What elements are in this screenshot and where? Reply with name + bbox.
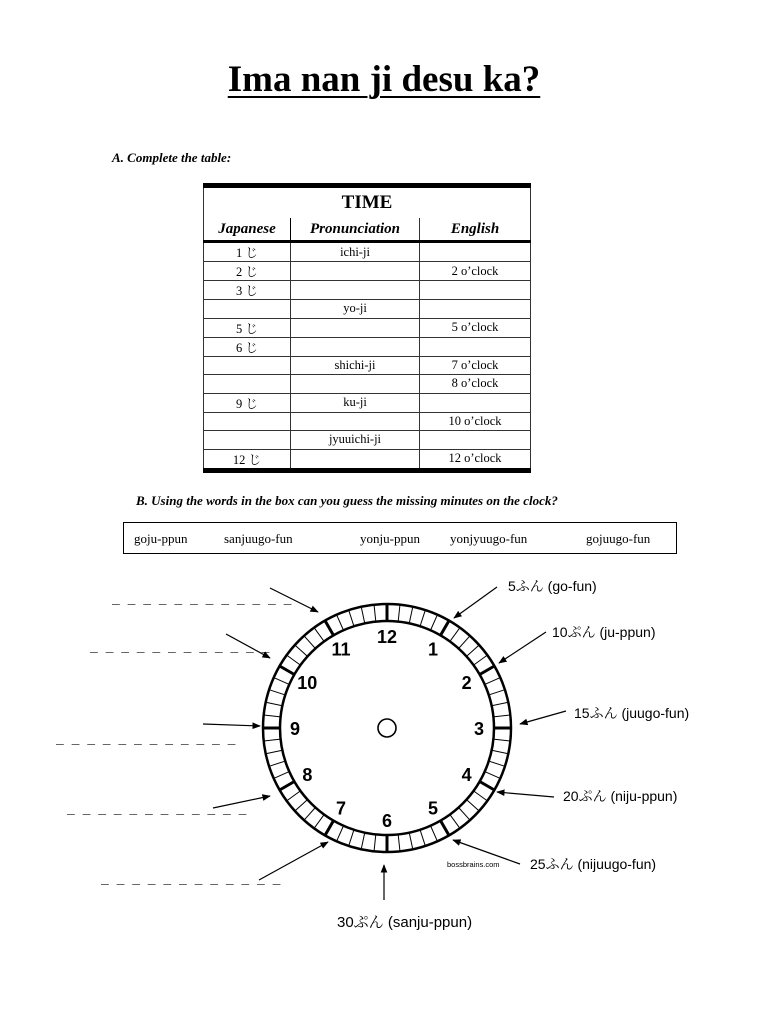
table-row	[204, 449, 531, 470]
table-body	[204, 242, 531, 471]
hour-number: 5	[427, 798, 439, 819]
cell-english[interactable]	[420, 242, 531, 262]
hour-number: 7	[335, 798, 347, 819]
label-15min: 15ふん (juugo-fun)	[574, 705, 690, 721]
cell-english[interactable]: 2 o’clock	[420, 262, 531, 281]
clock-face	[263, 604, 511, 852]
cell-japanese[interactable]: 12 じ	[204, 449, 291, 470]
arrow-5min	[454, 587, 497, 618]
table-row	[204, 242, 531, 262]
table-row	[204, 375, 531, 394]
cell-pronunciation[interactable]	[291, 318, 420, 337]
hour-number: 10	[297, 673, 318, 693]
credit-text: bossbrains.com	[447, 860, 500, 869]
table-row	[204, 356, 531, 375]
cell-japanese[interactable]: 1 じ	[204, 242, 291, 262]
hour-number: 11	[331, 639, 351, 660]
cell-english[interactable]: 12 o’clock	[420, 449, 531, 470]
cell-japanese[interactable]: 5 じ	[204, 318, 291, 337]
cell-japanese[interactable]: 3 じ	[204, 281, 291, 300]
arrow-20min	[497, 792, 554, 797]
hour-number: 12	[376, 627, 398, 647]
cell-pronunciation[interactable]: jyuuichi-ji	[291, 431, 420, 450]
blank-35min[interactable]: _ _ _ _ _ _ _ _ _ _ _ _	[101, 872, 281, 887]
hour-number: 4	[461, 765, 472, 785]
cell-japanese[interactable]: 2 じ	[204, 262, 291, 281]
word-yonjyuugo-fun: yonjyuugo-fun	[450, 531, 528, 546]
cell-pronunciation[interactable]	[291, 412, 420, 431]
header-japanese: Japanese	[204, 218, 291, 242]
table-row	[204, 337, 531, 356]
cell-english[interactable]: 5 o’clock	[420, 318, 531, 337]
word-goju-ppun: goju-ppun	[134, 531, 188, 546]
cell-pronunciation[interactable]: ichi-ji	[291, 242, 420, 262]
hour-number: 6	[381, 811, 393, 831]
cell-english[interactable]	[420, 337, 531, 356]
arrow-15min	[520, 711, 566, 724]
cell-pronunciation[interactable]: ku-ji	[291, 393, 420, 412]
cell-japanese[interactable]	[204, 412, 291, 431]
cell-english[interactable]	[420, 393, 531, 412]
cell-japanese[interactable]	[204, 300, 291, 319]
table-row	[204, 393, 531, 412]
arrow-45min	[203, 724, 260, 726]
table-row	[204, 300, 531, 319]
label-30min: 30ぷん (sanju-ppun)	[337, 914, 473, 931]
hour-number: 2	[461, 673, 472, 693]
cell-english[interactable]	[420, 431, 531, 450]
cell-english[interactable]: 10 o’clock	[420, 412, 531, 431]
page-title: Ima nan ji desu ka?	[227, 59, 541, 100]
table-row	[204, 412, 531, 431]
clock-center	[378, 719, 396, 737]
header-pronunciation: Pronunciation	[291, 218, 420, 242]
cell-english[interactable]	[420, 300, 531, 319]
table-row	[204, 262, 531, 281]
hour-number: 3	[473, 719, 485, 739]
word-sanjuugo-fun: sanjuugo-fun	[224, 531, 293, 546]
cell-pronunciation[interactable]: yo-ji	[291, 300, 420, 319]
cell-japanese[interactable]: 6 じ	[204, 337, 291, 356]
blank-40min[interactable]: _ _ _ _ _ _ _ _ _ _ _ _	[67, 802, 247, 817]
table-row	[204, 281, 531, 300]
label-25min: 25ふん (nijuugo-fun)	[530, 856, 657, 872]
word-box	[123, 522, 677, 554]
label-10min: 10ぷん (ju-ppun)	[552, 624, 656, 640]
word-gojuugo-fun: gojuugo-fun	[586, 531, 651, 546]
cell-english[interactable]: 8 o’clock	[420, 375, 531, 394]
blank-45min[interactable]: _ _ _ _ _ _ _ _ _ _ _ _	[56, 732, 236, 747]
header-english: English	[420, 218, 531, 242]
cell-pronunciation[interactable]	[291, 337, 420, 356]
table-title: TIME	[204, 186, 531, 219]
section-a-instruction: A. Complete the table:	[112, 150, 232, 165]
cell-english[interactable]: 7 o’clock	[420, 356, 531, 375]
cell-pronunciation[interactable]	[291, 375, 420, 394]
word-yonju-ppun: yonju-ppun	[360, 531, 420, 546]
cell-japanese[interactable]: 9 じ	[204, 393, 291, 412]
table-row	[204, 318, 531, 337]
time-table	[203, 183, 531, 473]
cell-japanese[interactable]	[204, 356, 291, 375]
cell-pronunciation[interactable]	[291, 281, 420, 300]
hour-number: 1	[427, 639, 439, 660]
blank-50min[interactable]: _ _ _ _ _ _ _ _ _ _ _ _	[90, 640, 270, 655]
hour-number: 9	[289, 719, 301, 739]
arrow-10min	[499, 632, 546, 663]
blank-55min[interactable]: _ _ _ _ _ _ _ _ _ _ _ _	[112, 592, 292, 607]
label-20min: 20ぷん (niju-ppun)	[563, 788, 678, 804]
cell-japanese[interactable]	[204, 431, 291, 450]
cell-pronunciation[interactable]	[291, 449, 420, 470]
cell-japanese[interactable]	[204, 375, 291, 394]
table-row	[204, 431, 531, 450]
cell-english[interactable]	[420, 281, 531, 300]
section-b-instruction: B. Using the words in the box can you guess the missing minutes on the clock?	[136, 493, 558, 508]
cell-pronunciation[interactable]	[291, 262, 420, 281]
hour-number: 8	[302, 765, 313, 785]
label-5min: 5ふん (go-fun)	[508, 578, 597, 594]
cell-pronunciation[interactable]: shichi-ji	[291, 356, 420, 375]
